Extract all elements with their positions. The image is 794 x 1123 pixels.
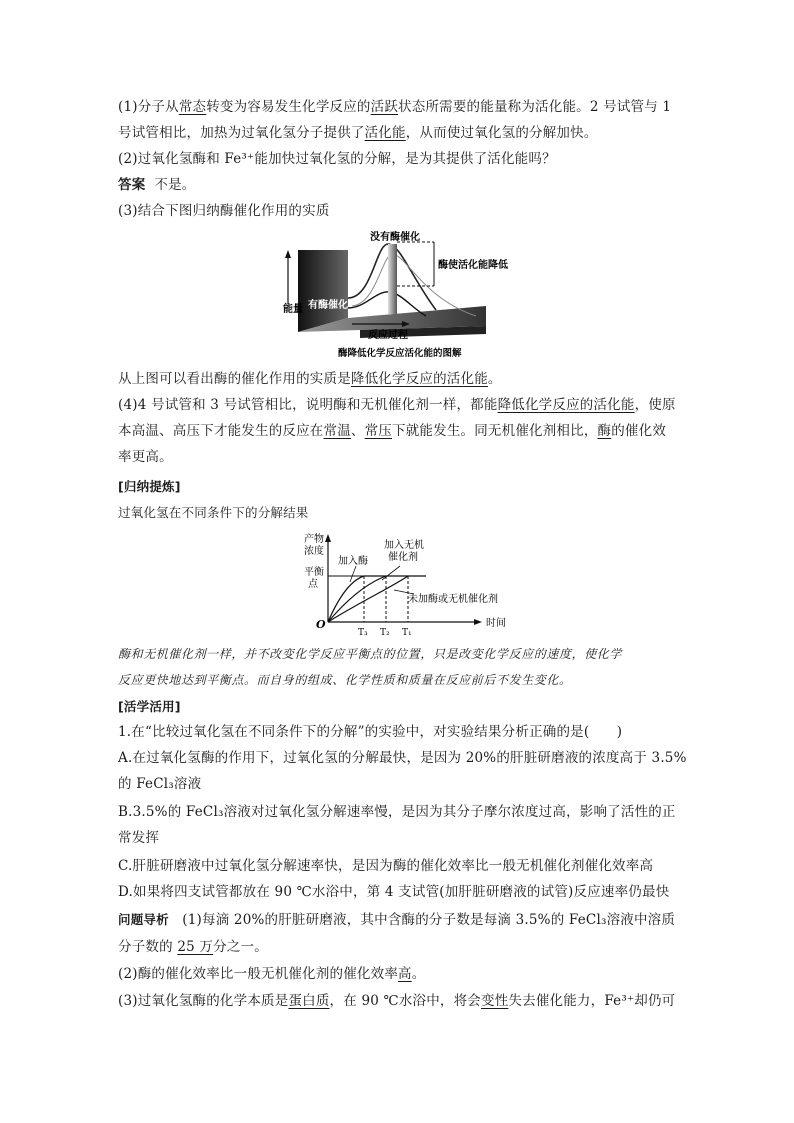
equilibrium-label-1: 平衡	[304, 567, 324, 578]
guide-line-1: 问题导析 (1)每滴 20%的肝脏研磨液，其中含酶的分子数是每滴 3.5%的 FeCl₃溶液中溶质	[118, 912, 676, 928]
equilibrium-label-2: 点	[308, 579, 318, 590]
y-label-2: 浓度	[304, 546, 324, 557]
option-b-line-2: 常发挥	[118, 830, 160, 846]
conclusion-line: 从上图可以看出酶的催化作用的实质是降低化学反应的活化能。	[118, 371, 502, 387]
practice-title: [活学活用]	[118, 699, 181, 714]
figure-caption: 酶降低化学反应活化能的图解	[338, 348, 462, 359]
label-add-enzyme: 加入酶	[338, 556, 368, 567]
summary-title: [归纳提炼]	[118, 479, 181, 494]
activation-energy-figure	[276, 228, 518, 362]
note-line-2: 反应更快地达到平衡点。而自身的组成、化学性质和质量在反应前后不发生变化。	[118, 673, 572, 687]
option-c: C.肝脏研磨液中过氧化氢分解速率快，是因为酶的催化效率比一般无机催化剂催化效率高	[118, 858, 654, 874]
paragraph-1-line-2: 号试管相比，加热为过氧化氢分子提供了活化能，从而使过氧化氢的分解加快。	[118, 125, 598, 141]
tick-t3: T₃	[358, 628, 368, 638]
origin-label: O	[316, 618, 326, 631]
paragraph-4-line-2: 本高温、高压下才能发生的反应在常温、常压下就能发生。同无机催化剂相比，酶的催化效	[118, 423, 667, 439]
label-with-enzyme: 有酶催化	[308, 300, 348, 311]
option-b-line-1: B.3.5%的 FeCl₃溶液对过氧化氢分解速率慢，是因为其分子摩尔浓度过高，影响了活性的正	[118, 804, 676, 820]
x-axis-label: 时间	[486, 618, 506, 629]
guide-line-4: (3)过氧化氢酶的化学本质是蛋白质，在 90 ℃水浴中，将会变性失去催化能力，Fe³⁺却仍可	[118, 993, 676, 1009]
guide-line-3: (2)酶的催化效率比一般无机催化剂的催化效率高。	[118, 966, 426, 982]
paragraph-1-line-1: (1)分子从常态转变为容易发生化学反应的活跃状态所需要的能量称为活化能。2 号试管与 1	[118, 99, 672, 115]
paragraph-4-line-1: (4)4 号试管和 3 号试管相比，说明酶和无机催化剂一样，都能降低化学反应的活化能，使原	[118, 397, 676, 413]
label-no-enzyme: 没有酶催化	[370, 232, 420, 243]
question-3: (3)结合下图归纳酶催化作用的实质	[118, 203, 330, 219]
tick-t1: T₁	[402, 628, 412, 638]
question-2: (2)过氧化氢酶和 Fe³⁺能加快过氧化氢的分解，是为其提供了活化能吗？	[118, 151, 556, 167]
label-lower-energy: 酶使活化能降低	[438, 260, 508, 271]
tick-t2: T₂	[380, 628, 390, 638]
label-reaction-process: 反应过程	[368, 330, 408, 341]
label-no-catalyst: 未加酶或无机催化剂	[408, 594, 498, 605]
option-a-line-1: A.在过氧化氢酶的作用下，过氧化氢的分解最快，是因为 20%的肝脏研磨液的浓度高于 3.5%	[118, 750, 687, 766]
wall-shape	[298, 250, 348, 332]
note-line-1: 酶和无机催化剂一样，并不改变化学反应平衡点的位置，只是改变化学反应的速度，使化学	[118, 647, 623, 661]
option-a-line-2: 的 FeCl₃溶液	[118, 776, 202, 792]
guide-line-2: 分子数的 25 万分之一。	[118, 939, 268, 955]
y-label-1: 产物	[304, 534, 324, 545]
paragraph-4-line-3: 率更高。	[118, 449, 173, 465]
decomposition-chart	[290, 532, 506, 638]
label-add-inorganic-2: 催化剂	[388, 552, 418, 563]
option-d: D.如果将四支试管都放在 90 ℃水浴中，第 4 支试管(加肝脏研磨液的试管)反应速率仍最快	[118, 884, 670, 900]
label-energy: 能量	[283, 304, 303, 315]
label-add-inorganic-1: 加入无机	[384, 540, 424, 551]
summary-subtitle: 过氧化氢在不同条件下的分解结果	[118, 505, 309, 520]
answer-line: 答案 不是。	[118, 177, 196, 193]
question-1-stem: 1.在“比较过氧化氢在不同条件下的分解”的实验中，对实验结果分析正确的是( )	[118, 724, 623, 740]
